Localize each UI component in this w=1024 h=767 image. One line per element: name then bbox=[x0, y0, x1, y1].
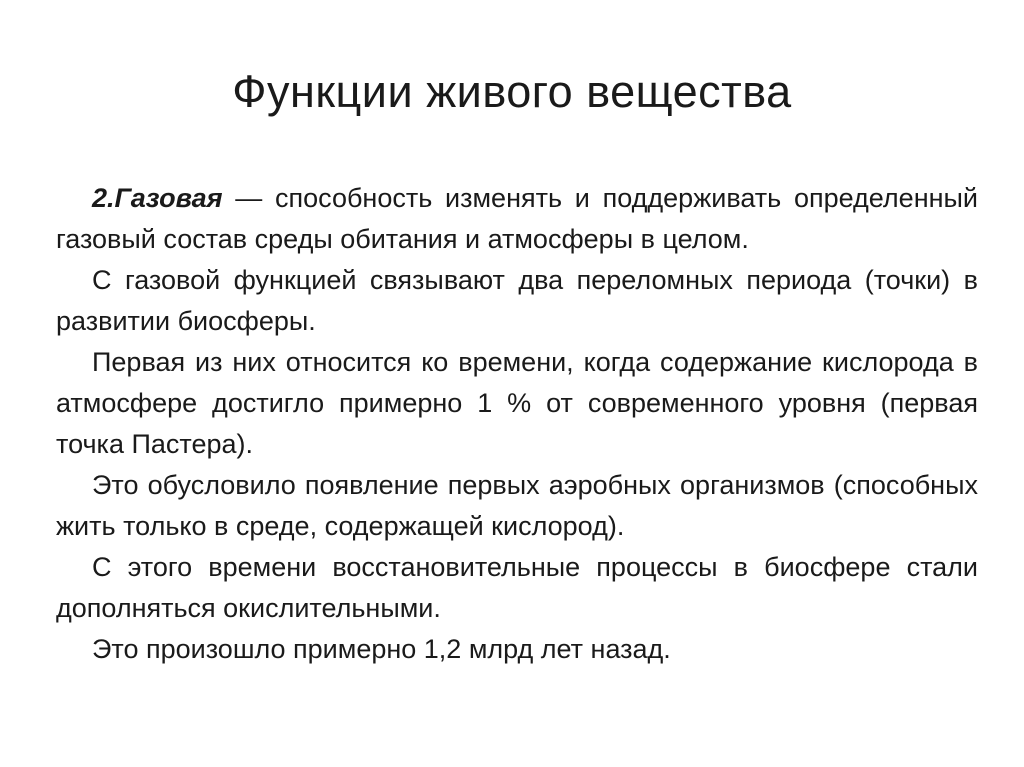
definition-text: — способность изменять и поддерживать определенный газовый состав среды обитания и атмосферы в целом. bbox=[56, 183, 978, 254]
paragraph-first-point: Первая из них относится ко времени, когда содержание кислорода в атмосфере достигло примерно 1 % от современного уровня (первая точка Пастера). bbox=[56, 347, 978, 459]
term-gas-function: 2.Газовая bbox=[92, 183, 223, 213]
paragraph-aerobic-organisms: Это обусловило появление первых аэробных организмов (способных жить только в среде, содержащей кислород). bbox=[56, 470, 978, 541]
paragraph-oxidation: С этого времени восстановительные процессы в биосфере стали дополняться окислительными. bbox=[56, 552, 978, 623]
slide-title: Функции живого вещества bbox=[232, 66, 792, 117]
slide-body bbox=[56, 178, 978, 670]
paragraph-gas-function bbox=[56, 178, 978, 260]
paragraph-turning-points: С газовой функцией связывают два переломных периода (точки) в развитии биосферы. bbox=[56, 265, 978, 336]
paragraph-timing: Это произошло примерно 1,2 млрд лет назад. bbox=[92, 634, 671, 664]
